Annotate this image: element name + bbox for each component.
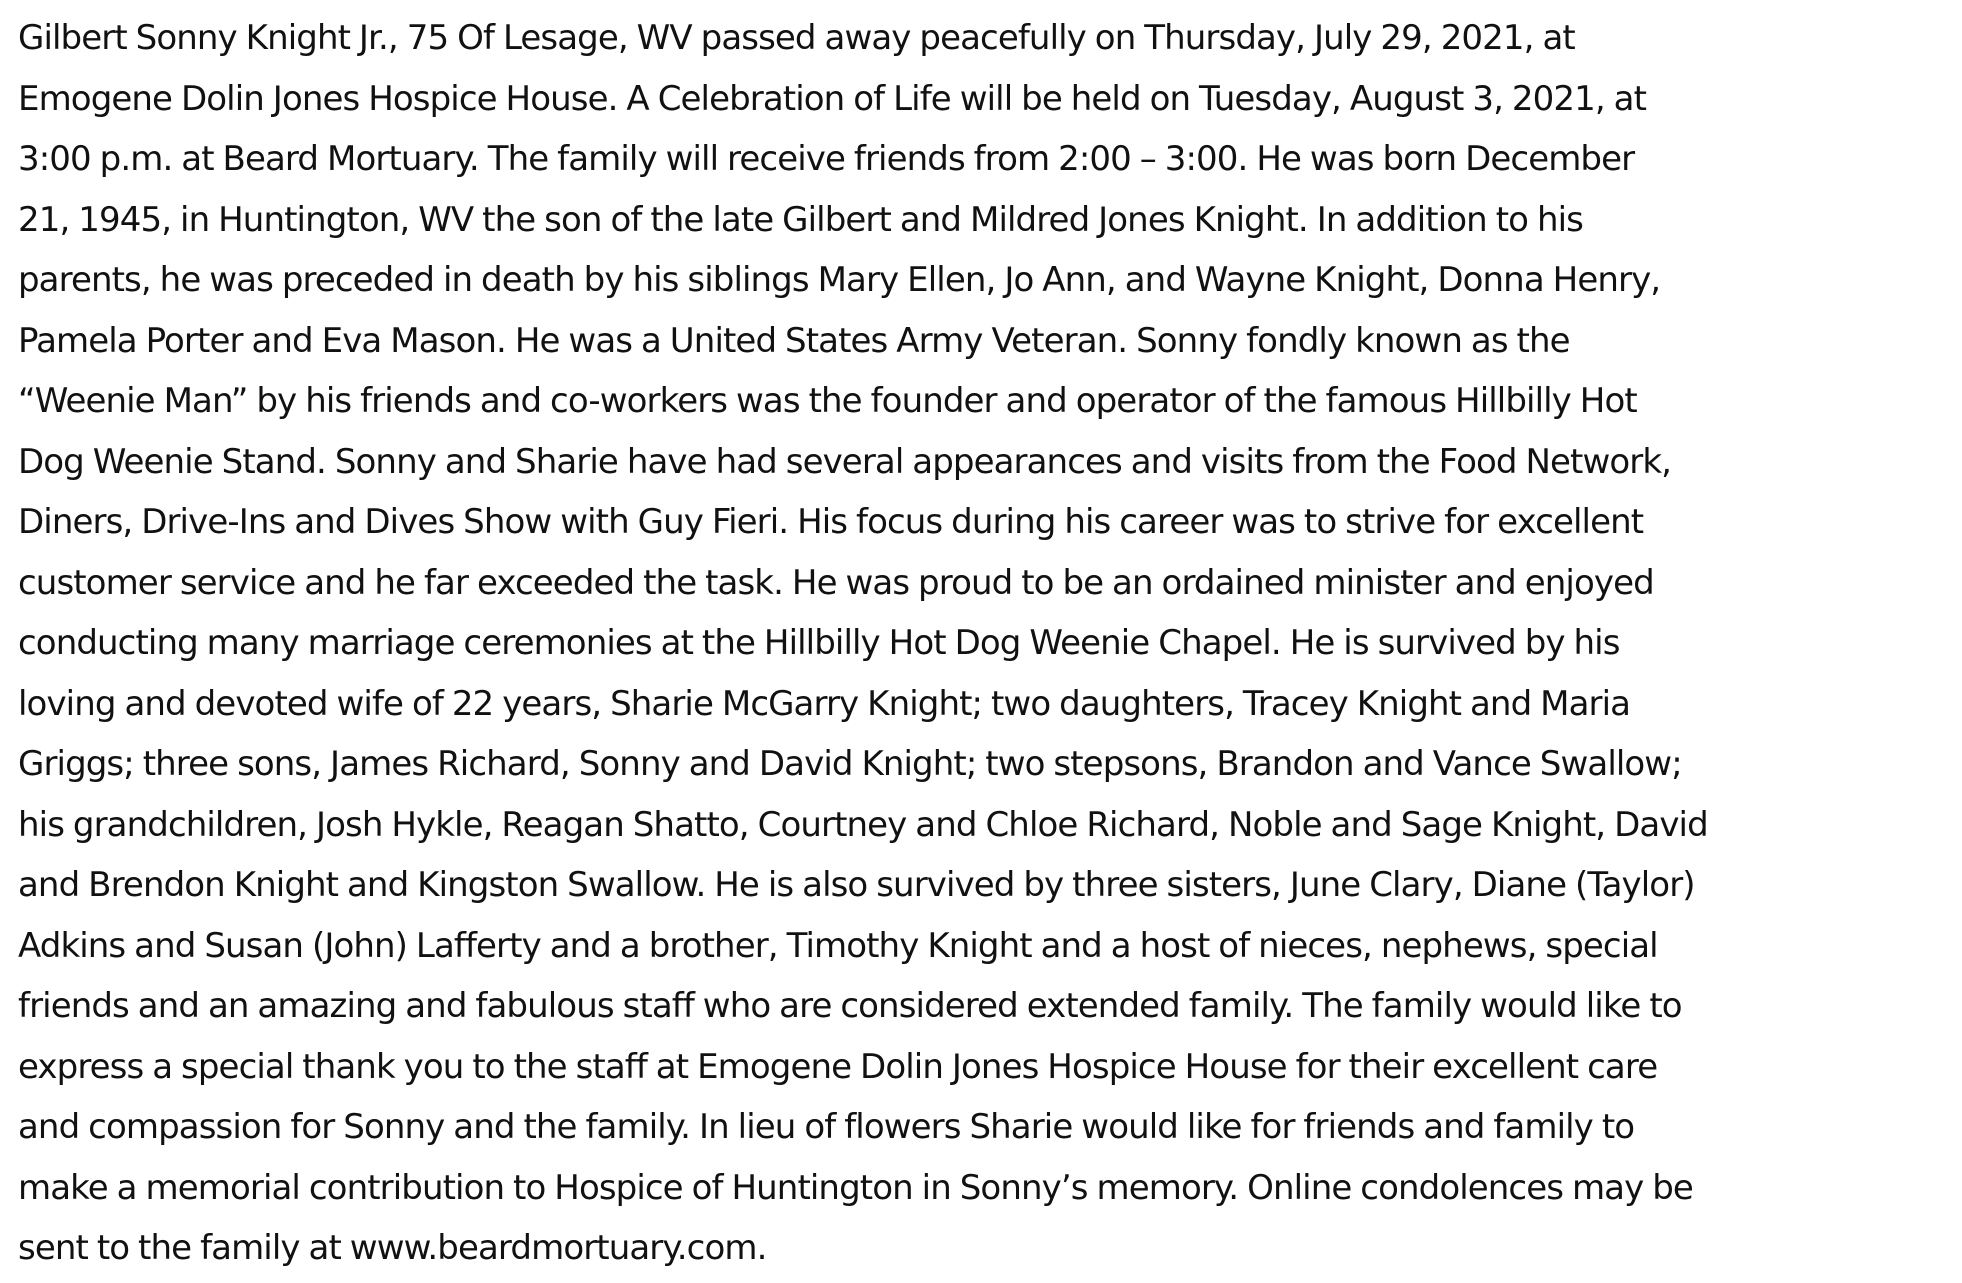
text-line-19: and compassion for Sonny and the family. In lieu of flowers Sharie would like for friends and family to bbox=[18, 1107, 1635, 1147]
text-line-5: parents, he was preceded in death by his siblings Mary Ellen, Jo Ann, and Wayne Knight, Donna Henry, bbox=[18, 260, 1661, 300]
text-line-16: Adkins and Susan (John) Lafferty and a brother, Timothy Knight and a host of nieces, nephews, special bbox=[18, 925, 1658, 966]
text-line-8: Dog Weenie Stand. Sonny and Sharie have had several appearances and visits from the Food Network, bbox=[18, 441, 1672, 482]
text-line-20: make a memorial contribution to Hospice of Huntington in Sonny’s memory. Online condolences may be bbox=[18, 1167, 1693, 1208]
text-line-14: his grandchildren, Josh Hykle, Reagan Shatto, Courtney and Chloe Richard, Noble and Sage Knight, David bbox=[18, 804, 1708, 845]
text-line-17: friends and an amazing and fabulous staff who are considered extended family. The family would like to bbox=[18, 986, 1682, 1026]
obituary-text bbox=[18, 8, 1958, 1279]
text-line-13: Griggs; three sons, James Richard, Sonny and David Knight; two stepsons, Brandon and Vance Swallow; bbox=[18, 744, 1682, 784]
text-line-18: express a special thank you to the staff at Emogene Dolin Jones Hospice House for their excellent care bbox=[18, 1046, 1658, 1087]
text-line-1: Gilbert Sonny Knight Jr., 75 Of Lesage, WV passed away peacefully on Thursday, July 29, 2021, at bbox=[18, 18, 1575, 58]
text-line-15: and Brendon Knight and Kingston Swallow. He is also survived by three sisters, June Clary, Diane (Taylor) bbox=[18, 865, 1695, 905]
text-line-7: “Weenie Man” by his friends and co-workers was the founder and operator of the famous Hillbilly Hot bbox=[18, 381, 1637, 421]
text-line-21: sent to the family at www.beardmortuary.com. bbox=[18, 1228, 767, 1268]
text-line-6: Pamela Porter and Eva Mason. He was a United States Army Veteran. Sonny fondly known as the bbox=[18, 320, 1570, 361]
text-line-10: customer service and he far exceeded the task. He was proud to be an ordained minister and enjoyed bbox=[18, 562, 1654, 603]
text-line-12: loving and devoted wife of 22 years, Sharie McGarry Knight; two daughters, Tracey Knight and Maria bbox=[18, 683, 1631, 724]
text-line-11: conducting many marriage ceremonies at the Hillbilly Hot Dog Weenie Chapel. He is survived by his bbox=[18, 623, 1620, 663]
text-line-9: Diners, Drive-Ins and Dives Show with Guy Fieri. His focus during his career was to strive for excellent bbox=[18, 502, 1644, 542]
text-line-4: 21, 1945, in Huntington, WV the son of the late Gilbert and Mildred Jones Knight. In addition to his bbox=[18, 199, 1583, 240]
text-line-3: 3:00 p.m. at Beard Mortuary. The family will receive friends from 2:00 – 3:00. He was born December bbox=[18, 139, 1635, 179]
text-line-2: Emogene Dolin Jones Hospice House. A Celebration of Life will be held on Tuesday, August 3, 2021, at bbox=[18, 78, 1647, 119]
